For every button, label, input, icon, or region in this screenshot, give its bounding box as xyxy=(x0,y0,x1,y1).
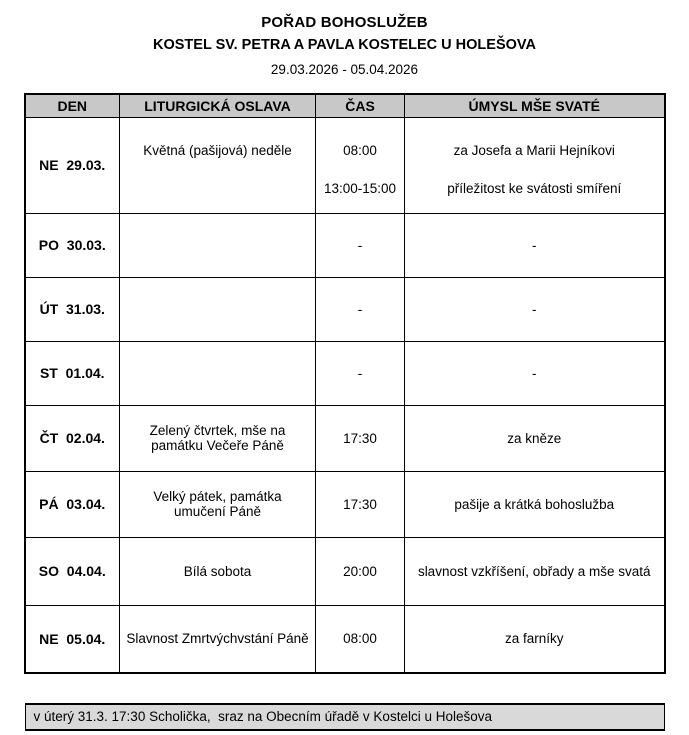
time-entry: 08:00 xyxy=(343,142,377,158)
celebration-cell xyxy=(120,213,316,277)
date-range: 29.03.2026 - 05.04.2026 xyxy=(270,61,419,77)
column-header-umysl: ÚMYSL MŠE SVATÉ xyxy=(405,94,665,117)
celebration-cell: Bílá sobota xyxy=(120,537,316,605)
page-title: POŘAD BOHOSLUŽEB xyxy=(261,14,428,31)
day-cell: ST 01.04. xyxy=(25,341,120,405)
day-cell: ČT 02.04. xyxy=(25,405,120,471)
intention-entry: za Josefa a Marii Hejníkovi xyxy=(453,142,615,158)
time-cell: - xyxy=(316,341,405,405)
table-row xyxy=(25,341,665,405)
table-row xyxy=(25,277,665,341)
celebration-cell xyxy=(120,341,316,405)
day-cell: NE 29.03. xyxy=(25,117,120,213)
table-row xyxy=(25,537,665,605)
table-row xyxy=(25,213,665,277)
column-header-den: DEN xyxy=(25,94,120,117)
document-header xyxy=(0,13,689,79)
celebration-cell: Zelený čtvrtek, mše na památku Večeře Páně xyxy=(120,405,316,471)
time-cell: 17:30 xyxy=(316,471,405,537)
day-cell: PÁ 03.04. xyxy=(25,471,120,537)
intention-cell: slavnost vzkříšení, obřady a mše svatá xyxy=(405,537,665,605)
time-cell xyxy=(316,117,405,213)
schedule-table xyxy=(24,93,666,674)
column-header-oslava: LITURGICKÁ OSLAVA xyxy=(120,94,316,117)
day-cell: ÚT 31.03. xyxy=(25,277,120,341)
table-header-row xyxy=(25,94,665,117)
celebration-cell: Květná (pašijová) neděle xyxy=(120,117,316,213)
time-cell: 20:00 xyxy=(316,537,405,605)
table-row xyxy=(25,117,665,213)
intention-cell xyxy=(405,117,665,213)
table-row xyxy=(25,471,665,537)
intention-cell: - xyxy=(405,341,665,405)
table-row xyxy=(25,405,665,471)
intention-cell: za kněze xyxy=(405,405,665,471)
day-cell: NE 05.04. xyxy=(25,605,120,673)
celebration-cell: Slavnost Zmrtvýchvstání Páně xyxy=(120,605,316,673)
column-header-cas: ČAS xyxy=(316,94,405,117)
intention-entry: příležitost ke svátosti smíření xyxy=(447,180,622,196)
celebration-cell: Velký pátek, památka umučení Páně xyxy=(120,471,316,537)
time-cell: 08:00 xyxy=(316,605,405,673)
church-title: KOSTEL SV. PETRA A PAVLA KOSTELEC U HOLEŠOVA xyxy=(153,37,536,54)
time-cell: 17:30 xyxy=(316,405,405,471)
day-cell: SO 04.04. xyxy=(25,537,120,605)
intention-cell: - xyxy=(405,213,665,277)
time-cell: - xyxy=(316,213,405,277)
footer-note: v úterý 31.3. 17:30 Scholička, sraz na Obecním úřadě v Kostelci u Holešova xyxy=(25,703,665,731)
celebration-cell xyxy=(120,277,316,341)
table-row xyxy=(25,605,665,673)
intention-cell: - xyxy=(405,277,665,341)
intention-cell: pašije a krátká bohoslužba xyxy=(405,471,665,537)
intention-cell: za farníky xyxy=(405,605,665,673)
time-cell: - xyxy=(316,277,405,341)
day-cell: PO 30.03. xyxy=(25,213,120,277)
time-entry: 13:00-15:00 xyxy=(323,180,397,196)
